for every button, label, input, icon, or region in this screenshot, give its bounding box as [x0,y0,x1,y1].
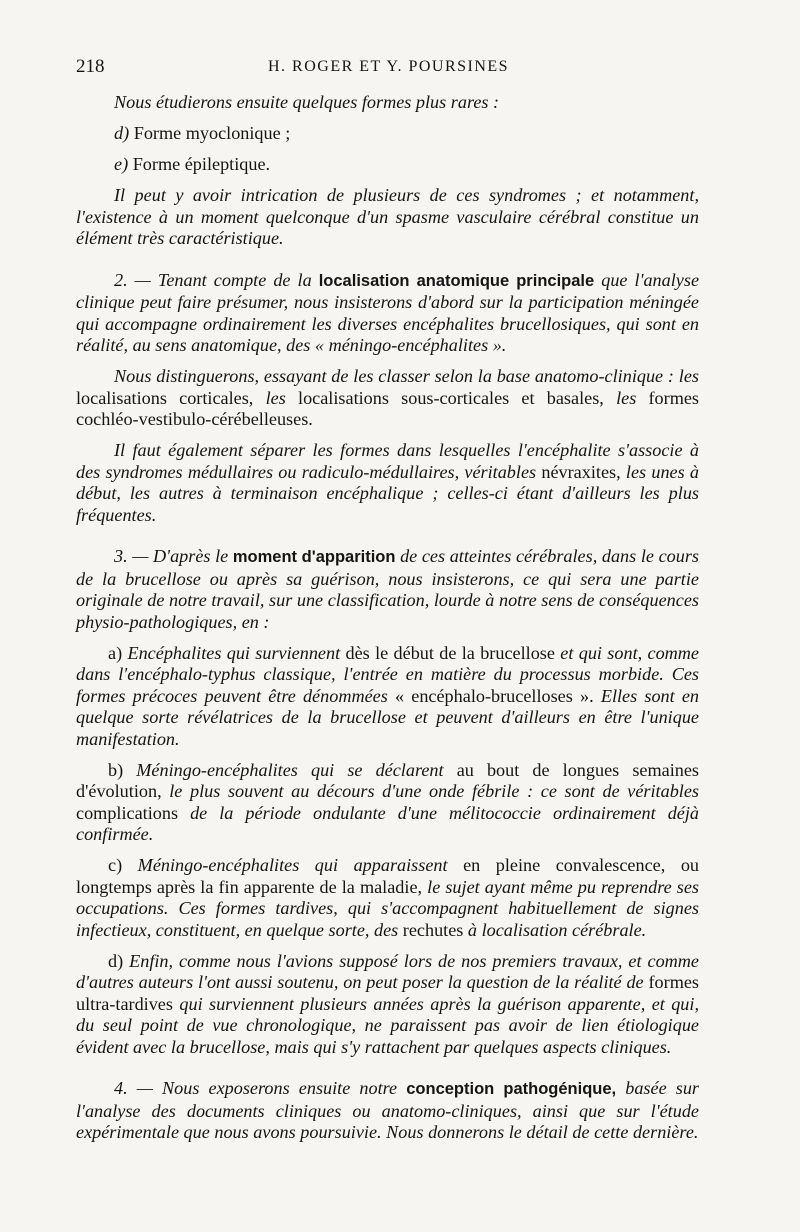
text-run: localisations corticales, [76,387,254,408]
list-item-c-meningo [76,855,699,941]
text-run: en pleine convalescence, ou longtemps après la fin apparente de la maladie, [76,855,700,897]
text-run: les unes à début, les autres à terminaison encéphalique ; celles-ci étant d'ailleurs les plus fréquentes. [76,461,700,525]
list-item-e-epileptic [76,154,699,176]
bold-term: localisation anatomique principale [318,271,595,290]
text-run: Enfin, comme nous l'avions supposé lors de nos premiers travaux, et comme d'autres auteurs l'ont aussi soutenu, on peut poser la question de la réalité de [76,950,699,992]
page-body [76,92,699,1153]
item-text: Forme myoclonique ; [133,123,291,143]
item-label: d) [108,950,124,971]
text-run: dès le début de la brucellose [345,642,555,663]
text-run: Méningo-encéphalites qui apparaissent [137,855,448,875]
list-item-d-ultra-late [76,951,699,1059]
list-item-b-meningo [76,760,699,846]
item-label: d) [114,123,130,143]
page-number: 218 [76,56,105,77]
text-run: les [265,387,286,408]
text-run: le sujet ayant même pu reprendre ses occupations. Ces formes tardives, qui s'accompagnent habituellement de signes infectieux, constituent, en quelque sorte, des [76,876,700,940]
running-title: H. ROGER ET Y. POURSINES [268,58,510,75]
text-run: au bout de longues semaines d'évolution, [76,759,700,801]
section-3-paragraph [76,546,699,633]
list-item-d-myoclonic [76,123,699,145]
text-run: et qui sont, comme dans l'encéphalo-typhus classique, l'entrée en matière du processus morbide. Ces formes précoces peuvent être dénommées [76,642,700,706]
item-text: Forme épileptique. [132,154,271,174]
text-run: les [678,366,699,386]
text-run: de la période ondulante d'une mélitococcie ordinairement déjà confirmée. [76,802,700,844]
text-run: Nous distinguerons, essayant de les classer selon la base anatomo-clinique : [114,366,674,386]
text-run: 4. — Nous exposerons ensuite notre [114,1078,398,1098]
text-run: névraxites, [541,461,621,482]
page-header [76,56,688,86]
section-2-paragraph [76,270,699,357]
list-item-a-encephalites [76,643,699,751]
text-run: rechutes [402,919,464,940]
text-run: Encéphalites qui surviennent [127,642,341,663]
item-label: c) [108,855,123,875]
text-run: le plus souvent au décours d'une onde fébrile : ce sont de véritables [169,781,699,801]
text-run: basée sur l'analyse des documents cliniques ou anatomo-cliniques, ainsi que sur l'étude expérimentale que nous avons poursuivie. Nous donnerons le détail de cette dernière. [76,1078,699,1142]
text-run: Il faut également séparer les formes dans lesquelles l'encéphalite s'associe à des syndromes médullaires ou radiculo-médullaires, véritables [76,440,699,482]
bold-term: conception pathogénique, [406,1080,617,1098]
text-run: 2. — Tenant compte de la [114,269,312,290]
section-4-paragraph [76,1078,699,1144]
text-run: formes ultra-tardives [76,972,699,1014]
text-run: de ces atteintes cérébrales, dans le cours de la brucellose ou après sa guérison, nous insisterons, ce qui sera une partie originale de notre travail, sur une classification, lourde à notre sens de conséquences physio-pathologiques, en : [76,546,700,632]
neuraxitis-paragraph [76,440,699,526]
text-run: Elles sont en quelque sorte révélatrices de la brucellose et peuvent d'ailleurs en être l'unique manifestation. [76,685,700,749]
text-run: les [616,387,637,408]
text-run: qui surviennent plusieurs années après la guérison apparente, et qui, du seul point de vue chronologique, ne paraissent pas avoir de lien étiologique évident avec la brucellose, mais qui s'y rattachent par quelques aspects cliniques. [76,993,700,1057]
text-run: complications [76,802,179,823]
classification-paragraph [76,366,699,431]
item-label: e) [114,154,129,174]
item-label: b) [108,759,124,780]
text-run: « encéphalo-brucelloses ». [394,685,594,706]
text-run: formes cochléo-vestibulo-cérébelleuses. [76,387,700,429]
intrication-paragraph: Il peut y avoir intrication de plusieurs de ces syndromes ; et notamment, l'existence à un moment quelconque d'un spasme vasculaire cérébral constitue un élément très caractéristique. [76,185,699,248]
item-label: a) [108,642,123,663]
text-run: localisations sous-corticales et basales, [298,387,604,408]
bold-term: moment d'apparition [232,548,396,566]
text-run: à localisation cérébrale. [467,919,647,940]
text-run: que l'analyse clinique peut faire présumer, nous insisterons d'abord sur la participation méningée qui accompagne ordinairement les diverses encéphalites brucellosiques, qui sont en réalité, au sens anatomique, des « méningo-encéphalites ». [76,269,700,355]
text-run: Méningo-encéphalites qui se déclarent [136,759,444,780]
text-run: 3. — D'après le [114,546,229,566]
intro-paragraph: Nous étudierons ensuite quelques formes plus rares : [114,92,500,112]
